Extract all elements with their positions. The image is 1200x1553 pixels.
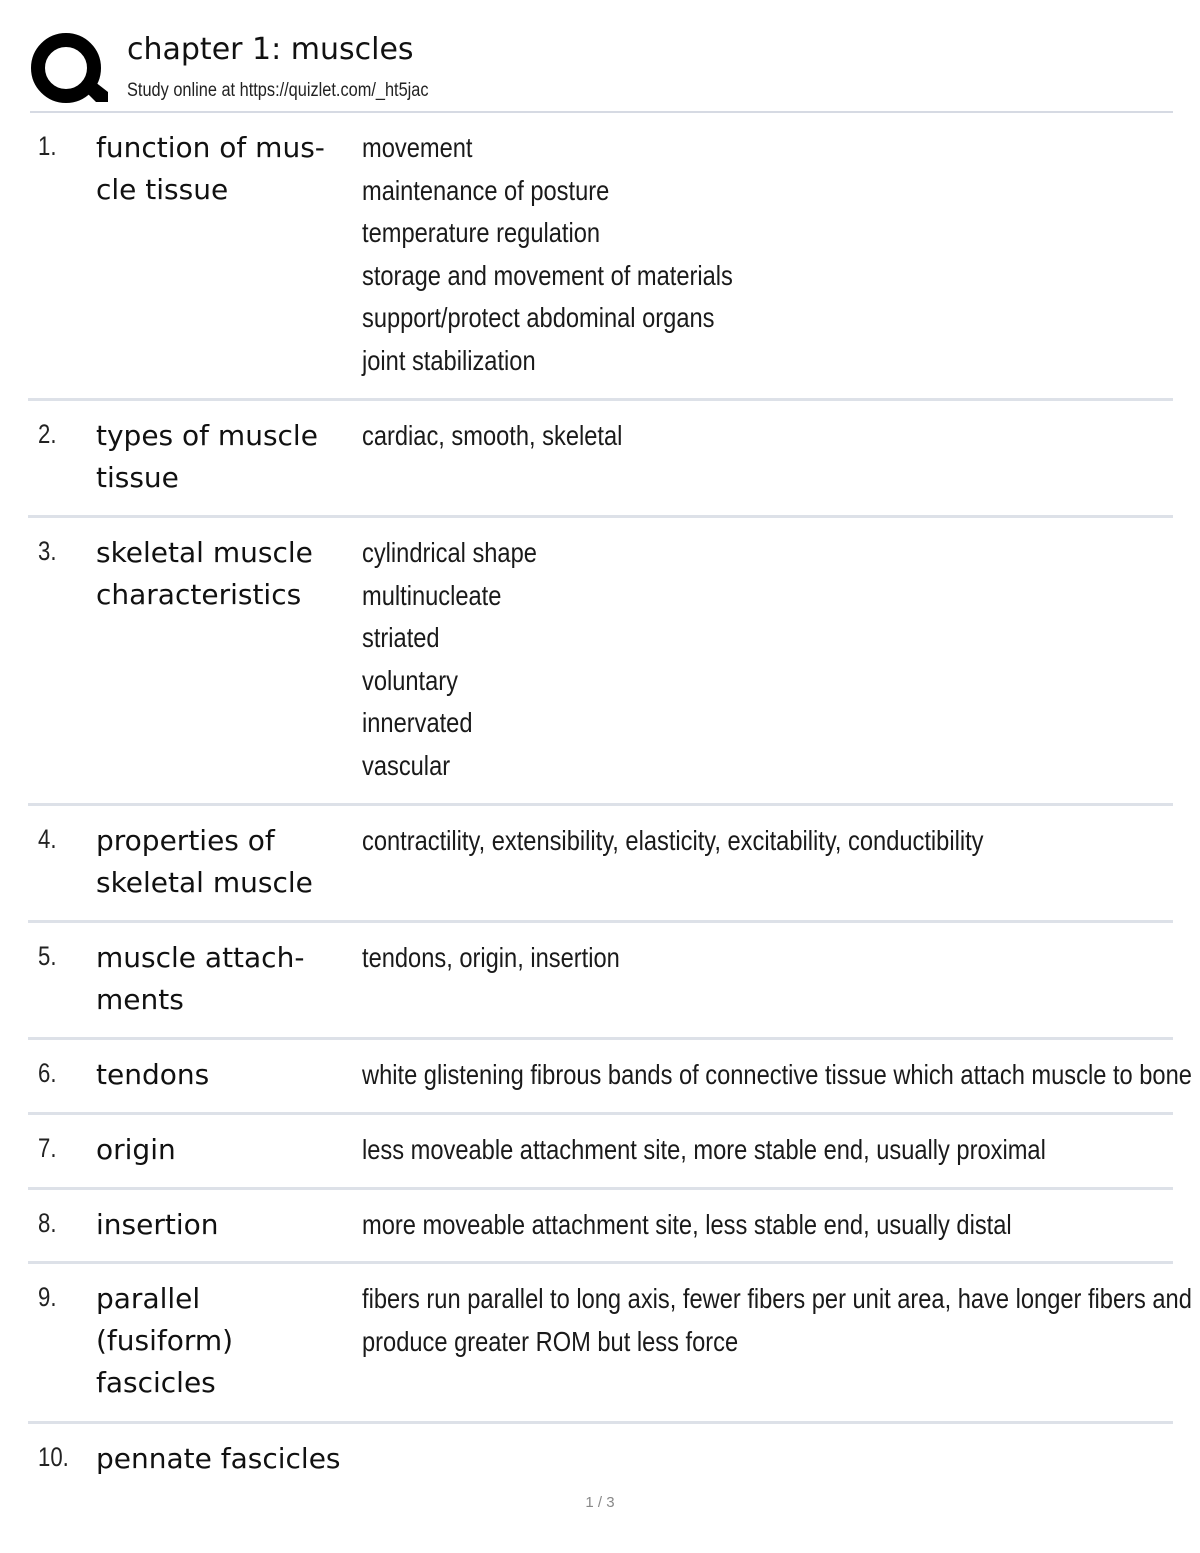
- row-number: 8.: [38, 1208, 57, 1238]
- definition-line: cardiac, smooth, skeletal: [362, 420, 623, 451]
- definition-line: contractility, extensibility, elasticity, excitability, conductibility: [362, 825, 984, 856]
- flashcard-row: [28, 1190, 1173, 1264]
- term-line: muscle attach-: [96, 941, 305, 974]
- definition: [362, 415, 1139, 458]
- row-number: 1.: [38, 131, 57, 161]
- term-line: function of mus-: [96, 131, 325, 164]
- flashcard-row: [28, 1424, 1173, 1494]
- term: [96, 1054, 346, 1096]
- flashcard-row: [28, 1115, 1173, 1190]
- definition-line: temperature regulation: [362, 217, 601, 248]
- row-number: 7.: [38, 1133, 57, 1163]
- flashcard-row: [28, 1264, 1192, 1424]
- definition-line: innervated: [362, 707, 473, 738]
- page-header: [30, 28, 1173, 113]
- definition-line: less moveable attachment site, more stable end, usually proximal: [362, 1134, 1046, 1165]
- term-line: parallel: [96, 1282, 201, 1315]
- definition-line: striated: [362, 622, 440, 653]
- row-number: 6.: [38, 1058, 57, 1088]
- row-number: 10.: [38, 1442, 69, 1472]
- flashcard-row: [28, 113, 1173, 401]
- definition-line: maintenance of posture: [362, 174, 610, 206]
- definition: [362, 937, 1139, 980]
- definition-line: tendons, origin, insertion: [362, 942, 620, 973]
- flashcard-row: [28, 1040, 1192, 1115]
- term: [96, 532, 346, 616]
- term-line: origin: [96, 1133, 176, 1166]
- term: [96, 820, 346, 904]
- definition-line: produce greater ROM but less force: [362, 1325, 739, 1357]
- definition: [362, 1278, 1192, 1363]
- term: [96, 1129, 346, 1171]
- term-line: types of muscle: [96, 419, 318, 452]
- term: [96, 937, 346, 1021]
- term-line: cle tissue: [96, 173, 229, 206]
- flashcard-list: [28, 113, 1192, 1494]
- definition-line: multinucleate: [362, 579, 502, 611]
- term-line: skeletal muscle: [96, 866, 313, 899]
- definition-line: voluntary: [362, 664, 459, 696]
- term: [96, 1204, 346, 1246]
- term-line: skeletal muscle: [96, 536, 313, 569]
- definition-line: fibers run parallel to long axis, fewer fibers per unit area, have longer fibers and: [362, 1283, 1192, 1314]
- definition-line: more moveable attachment site, less stable end, usually distal: [362, 1209, 1012, 1240]
- term: [96, 1278, 346, 1404]
- term-line: tissue: [96, 461, 179, 494]
- term-line: (fusiform): [96, 1324, 234, 1357]
- page-indicator: 1 / 3: [585, 1494, 615, 1511]
- definition: [362, 1054, 1192, 1097]
- definition-line: movement: [362, 132, 473, 163]
- row-number: 4.: [38, 824, 57, 854]
- definition: [362, 1129, 1139, 1172]
- row-number: 3.: [38, 536, 57, 566]
- definition: [362, 820, 1139, 863]
- definition: [362, 532, 1139, 787]
- quizlet-logo-icon: [30, 30, 108, 108]
- term-line: tendons: [96, 1058, 210, 1091]
- term: [96, 415, 346, 499]
- term-line: fascicles: [96, 1366, 216, 1399]
- term-line: ments: [96, 983, 184, 1016]
- flashcard-row: [28, 923, 1173, 1040]
- flashcard-row: [28, 401, 1173, 518]
- term-line: pennate fascicles: [96, 1442, 341, 1475]
- row-number: 9.: [38, 1282, 57, 1312]
- definition-line: support/protect abdominal organs: [362, 302, 715, 333]
- study-link-text: Study online at https://quizlet.com/_ht5jac: [127, 80, 429, 101]
- row-number: 5.: [38, 941, 57, 971]
- definition-line: cylindrical shape: [362, 537, 537, 568]
- page-title: chapter 1: muscles: [127, 32, 414, 67]
- definition-line: vascular: [362, 749, 451, 781]
- row-number: 2.: [38, 419, 57, 449]
- definition-line: storage and movement of materials: [362, 259, 733, 291]
- definition-line: white glistening fibrous bands of connective tissue which attach muscle to bone: [362, 1059, 1192, 1090]
- term-line: characteristics: [96, 578, 302, 611]
- definition: [362, 1204, 1139, 1247]
- term: [96, 127, 346, 211]
- definition: [362, 127, 1139, 382]
- term: [96, 1438, 346, 1480]
- definition-line: joint stabilization: [362, 344, 536, 376]
- flashcard-row: [28, 518, 1173, 806]
- flashcard-row: [28, 806, 1173, 923]
- term-line: properties of: [96, 824, 275, 857]
- term-line: insertion: [96, 1208, 219, 1241]
